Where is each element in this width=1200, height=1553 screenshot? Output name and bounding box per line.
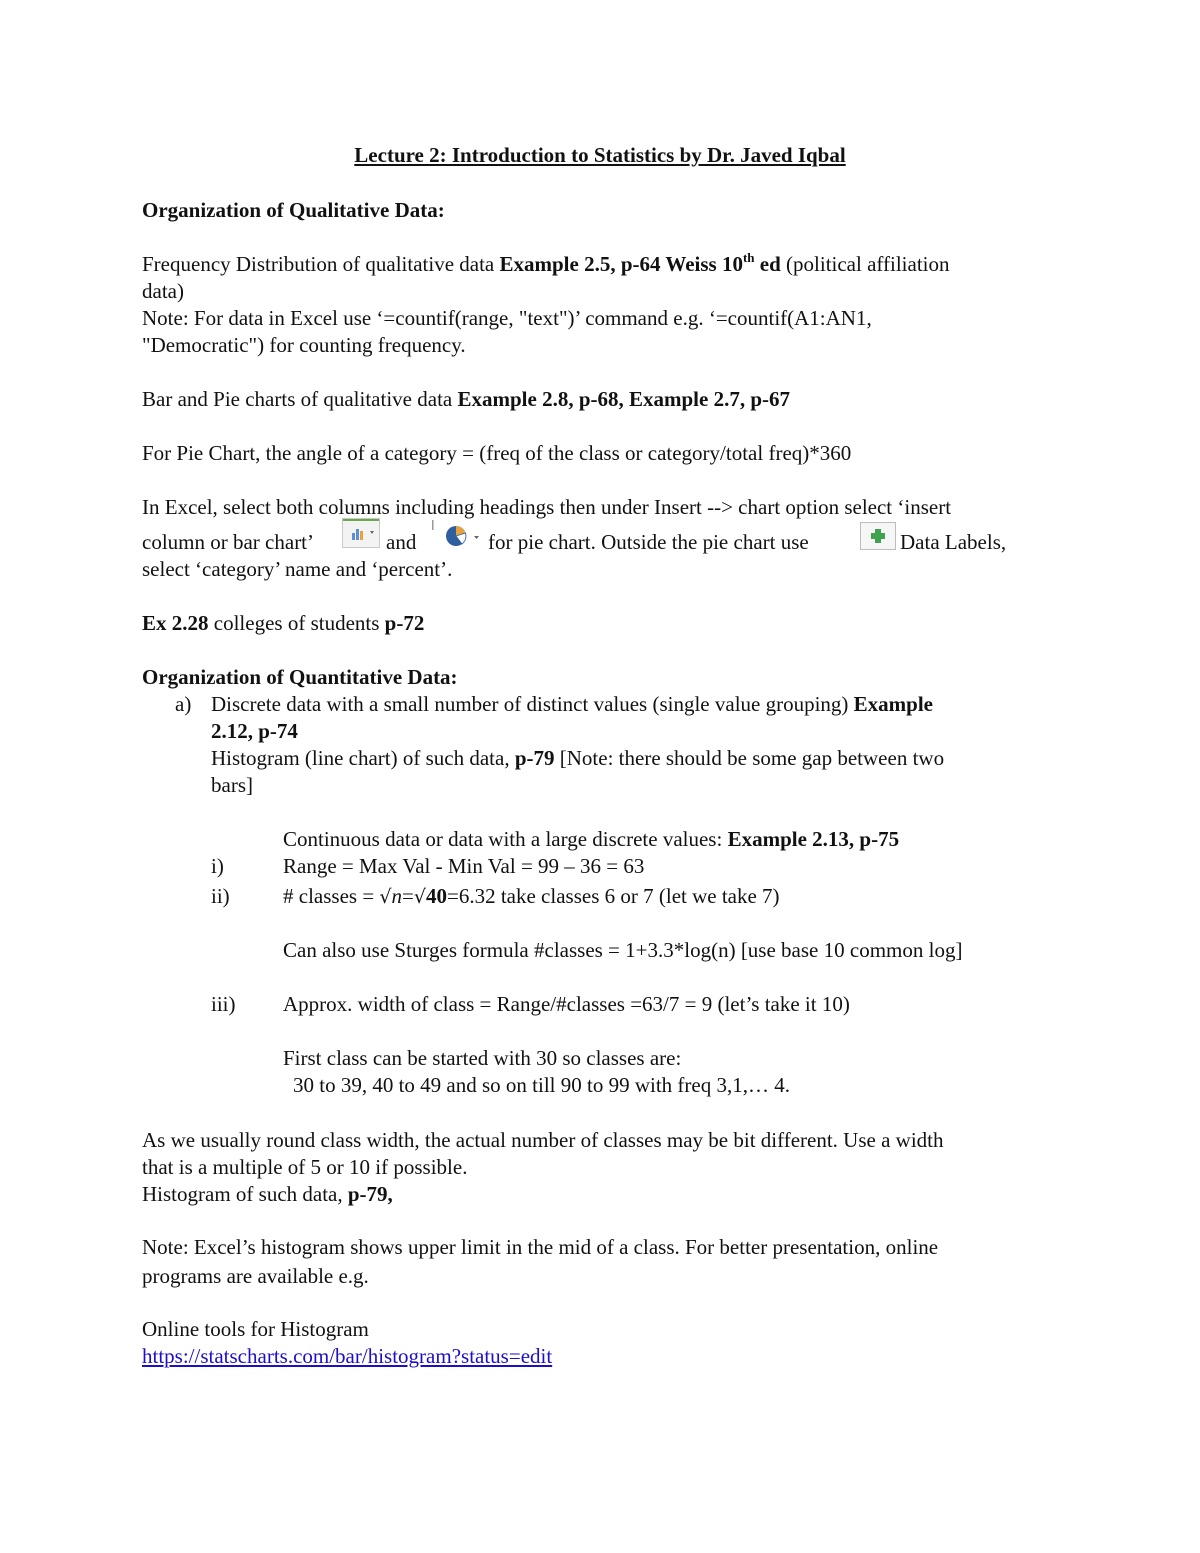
countif-note-line1: Note: For data in Excel use ‘=countif(range, "text")’ command e.g. ‘=countif(A1:AN1, xyxy=(142,306,872,330)
round-width-line1: As we usually round class width, the actual number of classes may be bit different. Use a width xyxy=(142,1128,944,1152)
first-class-line1: First class can be started with 30 so classes are: xyxy=(283,1046,682,1070)
first-class-line2: 30 to 39, 40 to 49 and so on till 90 to 99 with freq 3,1,… 4. xyxy=(293,1073,790,1097)
bar-pie-line: Bar and Pie charts of qualitative data Example 2.8, p-68, Example 2.7, p-67 xyxy=(142,387,790,411)
quantitative-heading: Organization of Quantitative Data: xyxy=(142,665,458,689)
frequency-line-cont: data) xyxy=(142,279,184,303)
excel-line2-and: and xyxy=(386,530,417,554)
item-a-text: Discrete data with a small number of distinct values (single value grouping) Example xyxy=(211,692,934,716)
excel-line2-text-d: Data Labels, xyxy=(900,530,1007,554)
histogram-line: Histogram of such data, p-79, xyxy=(142,1182,393,1206)
classes-line: # classes = √n=√40=6.32 take classes 6 or 7 (let we take 7) xyxy=(283,884,780,908)
pie-chart-icon[interactable] xyxy=(432,518,484,556)
pie-angle-line: For Pie Chart, the angle of a category = (freq of the class or category/total freq)*360 xyxy=(142,441,852,465)
range-line: Range = Max Val - Min Val = 99 – 36 = 63 xyxy=(283,854,645,878)
column-chart-icon[interactable] xyxy=(342,518,380,554)
item-a-label: a) xyxy=(175,692,192,716)
class-width-line: Approx. width of class = Range/#classes =63/7 = 9 (let’s take it 10) xyxy=(283,992,850,1016)
excel-line3: select ‘category’ name and ‘percent’. xyxy=(142,557,453,581)
excel-line1: In Excel, select both columns including headings then under Insert --> chart option select ‘insert xyxy=(142,495,952,519)
histogram-link-line xyxy=(142,1343,552,1369)
item-iii-label: iii) xyxy=(211,992,236,1016)
excel-histogram-note2: programs are available e.g. xyxy=(142,1264,369,1288)
item-i-label: i) xyxy=(211,854,224,878)
excel-histogram-note1: Note: Excel’s histogram shows upper limit in the mid of a class. For better presentation, online xyxy=(142,1235,939,1259)
continuous-data-line: Continuous data or data with a large discrete values: Example 2.13, p-75 xyxy=(283,827,900,851)
round-width-line2: that is a multiple of 5 or 10 if possible. xyxy=(142,1155,468,1179)
histogram-line-chart-line: Histogram (line chart) of such data, p-79 [Note: there should be some gap between two xyxy=(211,746,945,770)
online-tools-line: Online tools for Histogram xyxy=(142,1317,369,1341)
sturges-line: Can also use Sturges formula #classes = 1+3.3*log(n) [use base 10 common log] xyxy=(283,938,963,962)
item-ii-label: ii) xyxy=(211,884,230,908)
excel-line2-text-c: for pie chart. Outside the pie chart use xyxy=(488,530,809,554)
exercise-line: Ex 2.28 colleges of students p-72 xyxy=(142,611,425,635)
excel-line2-text-a: column or bar chart’ xyxy=(142,530,315,554)
page-title: Lecture 2: Introduction to Statistics by Dr. Javed Iqbal xyxy=(354,143,846,167)
qualitative-heading: Organization of Qualitative Data: xyxy=(142,198,445,222)
chart-elements-plus-icon[interactable] xyxy=(860,522,896,556)
statscharts-link[interactable]: https://statscharts.com/bar/histogram?status=edit xyxy=(142,1344,553,1368)
histogram-line-chart-cont: bars] xyxy=(211,773,253,797)
item-a-text-cont: 2.12, p-74 xyxy=(211,719,298,743)
countif-note-line2: "Democratic") for counting frequency. xyxy=(142,333,466,357)
frequency-line: Frequency Distribution of qualitative data Example 2.5, p-64 Weiss 10th ed (political affiliation xyxy=(142,250,950,276)
